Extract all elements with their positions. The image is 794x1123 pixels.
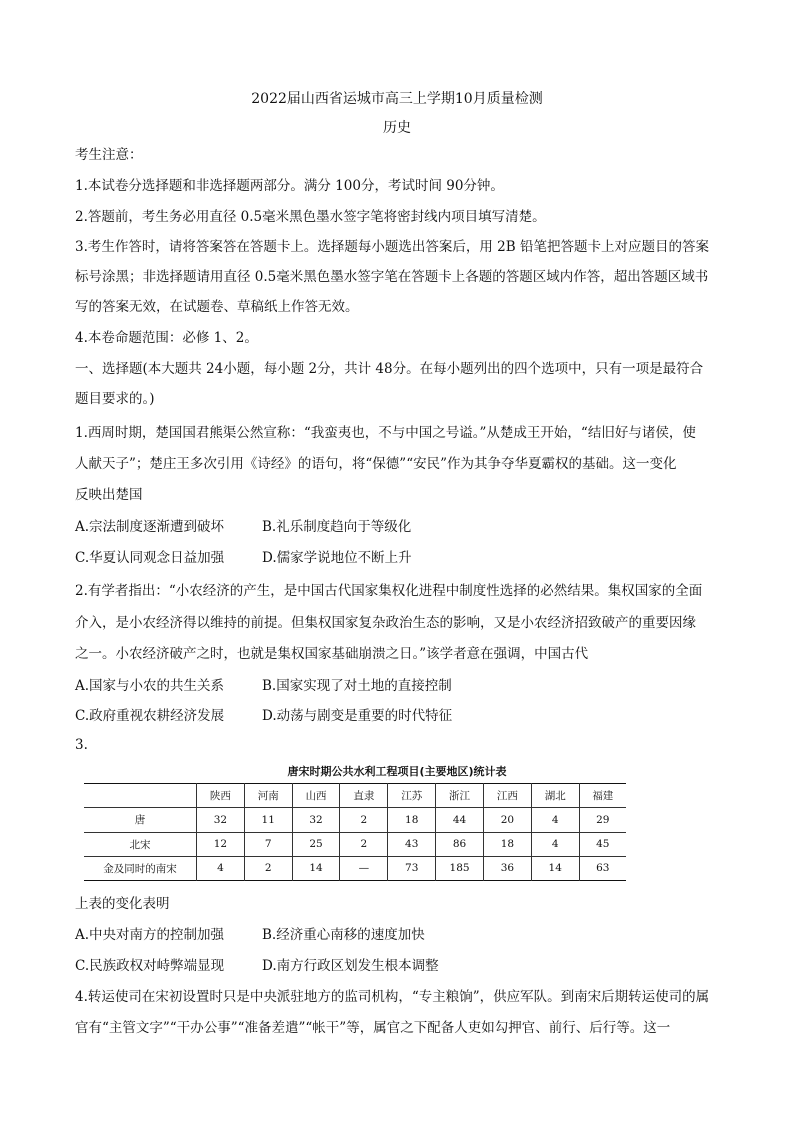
q3-option-a[interactable]: A.中央对南方的控制加强 (75, 927, 225, 943)
table-row-label: 唐 (84, 808, 197, 832)
q4-stem-line-1: 4.转运使司在宋初设置时只是中央派驻地方的监司机构，“专主粮饷”，供应军队。到南宋后期转运使司的属 (75, 989, 710, 1005)
table-cell: 18 (388, 808, 436, 832)
table-cell: 44 (436, 808, 484, 832)
table-header-cell: 陕西 (197, 784, 245, 808)
table-cell: 12 (197, 832, 245, 856)
table-header-cell: 湖北 (531, 784, 579, 808)
table-cell: 20 (483, 808, 531, 832)
table-cell: 32 (197, 808, 245, 832)
table-cell: 4 (531, 832, 579, 856)
note-3-line-1: 3.考生作答时，请将答案答在答题卡上。选择题每小题选出答案后，用 2B 铅笔把答题卡上对应题目的答案 (75, 239, 709, 255)
table-cell: 14 (531, 856, 579, 880)
q2-option-d[interactable]: D.动荡与剧变是重要的时代特征 (262, 708, 453, 724)
q1-stem-line-1: 1.西周时期，楚国国君熊渠公然宣称：“我蛮夷也，不与中国之号谥。”从楚成王开始，“结旧好与诸侯，使 (75, 425, 696, 441)
q1-option-c[interactable]: C.华夏认同观念日益加强 (75, 550, 225, 566)
note-3-line-2: 标号涂黑；非选择题请用直径 0.5毫米黑色墨水签字笔在答题卡上各题的答题区域内作答，超出答题区域书 (75, 269, 709, 285)
table-header-cell: 山西 (292, 784, 340, 808)
q3-option-d[interactable]: D.南方行政区划发生根本调整 (262, 958, 439, 974)
table-cell: 43 (388, 832, 436, 856)
table-cell: 2 (340, 832, 388, 856)
table-cell: 4 (197, 856, 245, 880)
table-cell: 2 (340, 808, 388, 832)
table-cell: 32 (292, 808, 340, 832)
section-heading-line-1: 一、选择题(本大题共 24小题，每小题 2分，共计 48分。在每小题列出的四个选项中，只有一项是最符合 (75, 361, 704, 377)
table-cell: 63 (579, 856, 626, 880)
table-header-cell: 浙江 (436, 784, 484, 808)
section-heading-line-2: 题目要求的。) (75, 391, 155, 407)
table-cell: 185 (436, 856, 484, 880)
table-header-cell: 河南 (244, 784, 292, 808)
q1-stem-line-3: 反映出楚国 (75, 487, 143, 503)
table-header-cell (84, 784, 197, 808)
note-4: 4.本卷命题范围：必修 1、2。 (75, 330, 258, 346)
water-projects-table (84, 783, 626, 881)
note-2: 2.答题前，考生务必用直径 0.5毫米黑色墨水签字笔将密封线内项目填写清楚。 (75, 209, 546, 225)
table-cell: 36 (483, 856, 531, 880)
exam-title: 2022届山西省运城市高三上学期10月质量检测 (251, 91, 543, 107)
q2-stem-line-3: 之一。小农经济破产之时，也就是集权国家基础崩溃之日。”该学者意在强调，中国古代 (75, 646, 589, 662)
table-cell: 86 (436, 832, 484, 856)
q3-stem: 上表的变化表明 (75, 896, 170, 912)
q2-option-a[interactable]: A.国家与小农的共生关系 (75, 678, 225, 694)
table-cell: 4 (531, 808, 579, 832)
table-row (84, 832, 626, 856)
table-cell: 18 (483, 832, 531, 856)
table-row-label: 北宋 (84, 832, 197, 856)
table-cell: 45 (579, 832, 626, 856)
table-cell: 25 (292, 832, 340, 856)
q1-stem-line-2: 人献天子”；楚庄王多次引用《诗经》的语句，将“保德”“安民”作为其争夺华夏霸权的基础。这一变化 (75, 456, 677, 472)
notes-heading: 考生注意： (75, 147, 143, 163)
q3-option-c[interactable]: C.民族政权对峙弊端显现 (75, 958, 225, 974)
exam-subject: 历史 (383, 120, 411, 136)
q3-option-b[interactable]: B.经济重心南移的速度加快 (262, 927, 425, 943)
table-header-cell: 江西 (483, 784, 531, 808)
table-cell: — (340, 856, 388, 880)
q2-stem-line-1: 2.有学者指出：“小农经济的产生，是中国古代国家集权化进程中制度性选择的必然结果。集权国家的全面 (75, 583, 703, 599)
note-3-line-3: 写的答案无效，在试题卷、草稿纸上作答无效。 (75, 299, 359, 315)
table-cell: 29 (579, 808, 626, 832)
q3-table-title: 唐宋时期公共水利工程项目(主要地区)统计表 (287, 765, 507, 778)
table-row-label: 金及同时的南宋 (84, 856, 197, 880)
q4-stem-line-2: 官有“主管文字”“干办公事”“准备差遣”“帐干”等，属官之下配备人吏如勾押官、前行、后行等。这一 (75, 1020, 671, 1036)
q1-option-a[interactable]: A.宗法制度逐渐遭到破坏 (75, 519, 225, 535)
table-header-row (84, 784, 626, 808)
table-row (84, 808, 626, 832)
table-cell: 73 (388, 856, 436, 880)
q1-option-d[interactable]: D.儒家学说地位不断上升 (262, 550, 412, 566)
table-row (84, 856, 626, 880)
table-cell: 7 (244, 832, 292, 856)
table-cell: 14 (292, 856, 340, 880)
q2-option-c[interactable]: C.政府重视农耕经济发展 (75, 708, 225, 724)
table-cell: 11 (244, 808, 292, 832)
table-cell: 2 (244, 856, 292, 880)
q2-stem-line-2: 介入，是小农经济得以维持的前提。但集权国家复杂政治生态的影响，又是小农经济招致破产的重要因缘 (75, 615, 696, 631)
q1-option-b[interactable]: B.礼乐制度趋向于等级化 (262, 519, 412, 535)
note-1: 1.本试卷分选择题和非选择题两部分。满分 100分，考试时间 90分钟。 (75, 178, 504, 194)
q2-option-b[interactable]: B.国家实现了对土地的直接控制 (262, 678, 452, 694)
table-header-cell: 直隶 (340, 784, 388, 808)
table-header-cell: 江苏 (388, 784, 436, 808)
q3-number: 3. (75, 737, 88, 753)
table-header-cell: 福建 (579, 784, 626, 808)
